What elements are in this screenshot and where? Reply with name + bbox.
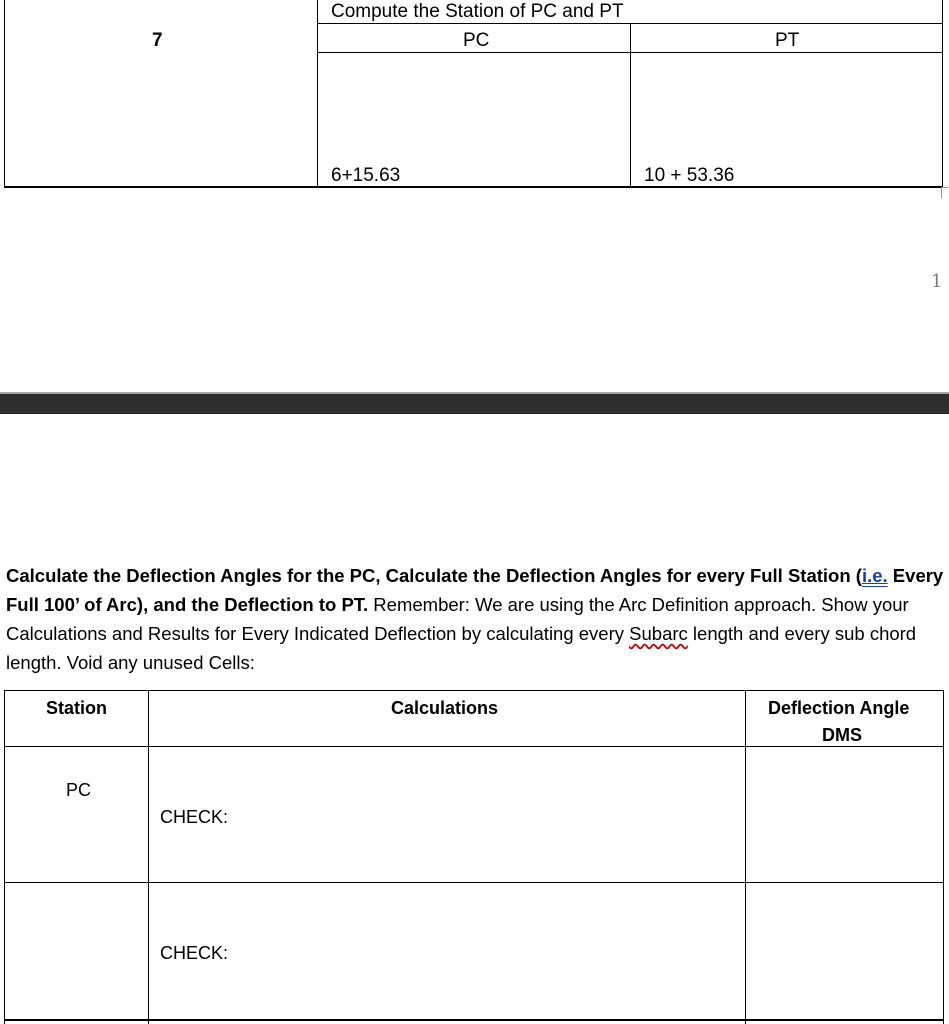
instructions-normal-part1: Remember: We are using the Arc Definition approach. Show your Calculations and Results for Every Indicated Deflection by calculating every [6, 594, 909, 644]
ie-abbreviation: i.e. [861, 565, 888, 586]
calculations-column-header: Calculations [391, 698, 499, 718]
question-number: 7 [152, 30, 163, 51]
row-check-label: CHECK: [160, 943, 229, 963]
deflection-rule-top [4, 690, 944, 691]
question-title: Compute the Station of PC and PT [331, 1, 624, 22]
row-station-pc: PC [66, 780, 92, 800]
deflection-angle-header: Deflection Angle [768, 698, 910, 718]
q7-rule-col2 [630, 23, 631, 188]
page-break-bar [0, 392, 949, 414]
subarc-misspelled-word: Subarc [629, 623, 688, 644]
pc-column-header: PC [463, 30, 490, 51]
deflection-rule-left [4, 690, 5, 1024]
instructions-bold-part2: Every Full 100’ of Arc), and the Deflection to PT. [6, 565, 944, 615]
pt-column-header: PT [775, 30, 800, 51]
instructions-paragraph [6, 561, 948, 677]
instructions-bold-part1: Calculate the Deflection Angles for the PC, Calculate the Deflection Angles for every Full Station ( [6, 565, 862, 586]
table-corner-mark [941, 187, 948, 198]
pt-station-answer[interactable]: 10 + 53.36 [644, 165, 735, 186]
instructions-normal-part2: length and every sub chord length. Void any unused Cells: [6, 623, 917, 673]
q7-rule-left [4, 0, 5, 188]
deflection-rule-header-bottom [4, 746, 944, 747]
deflection-rule-col2 [745, 690, 746, 1024]
dms-header: DMS [822, 725, 862, 745]
deflection-rule-row1-bottom [4, 882, 944, 883]
deflection-rule-row2-bottom [4, 1019, 944, 1021]
q7-rule-bottom [4, 186, 943, 188]
deflection-rule-col1 [148, 690, 149, 1024]
station-column-header: Station [46, 698, 107, 718]
page-number: 1 [931, 271, 943, 292]
q7-rule-col1 [317, 0, 318, 188]
deflection-rule-right [943, 690, 944, 1024]
row-check-label: CHECK: [160, 807, 229, 827]
q7-rule-right [942, 0, 943, 188]
pc-station-answer[interactable]: 6+15.63 [331, 165, 401, 186]
